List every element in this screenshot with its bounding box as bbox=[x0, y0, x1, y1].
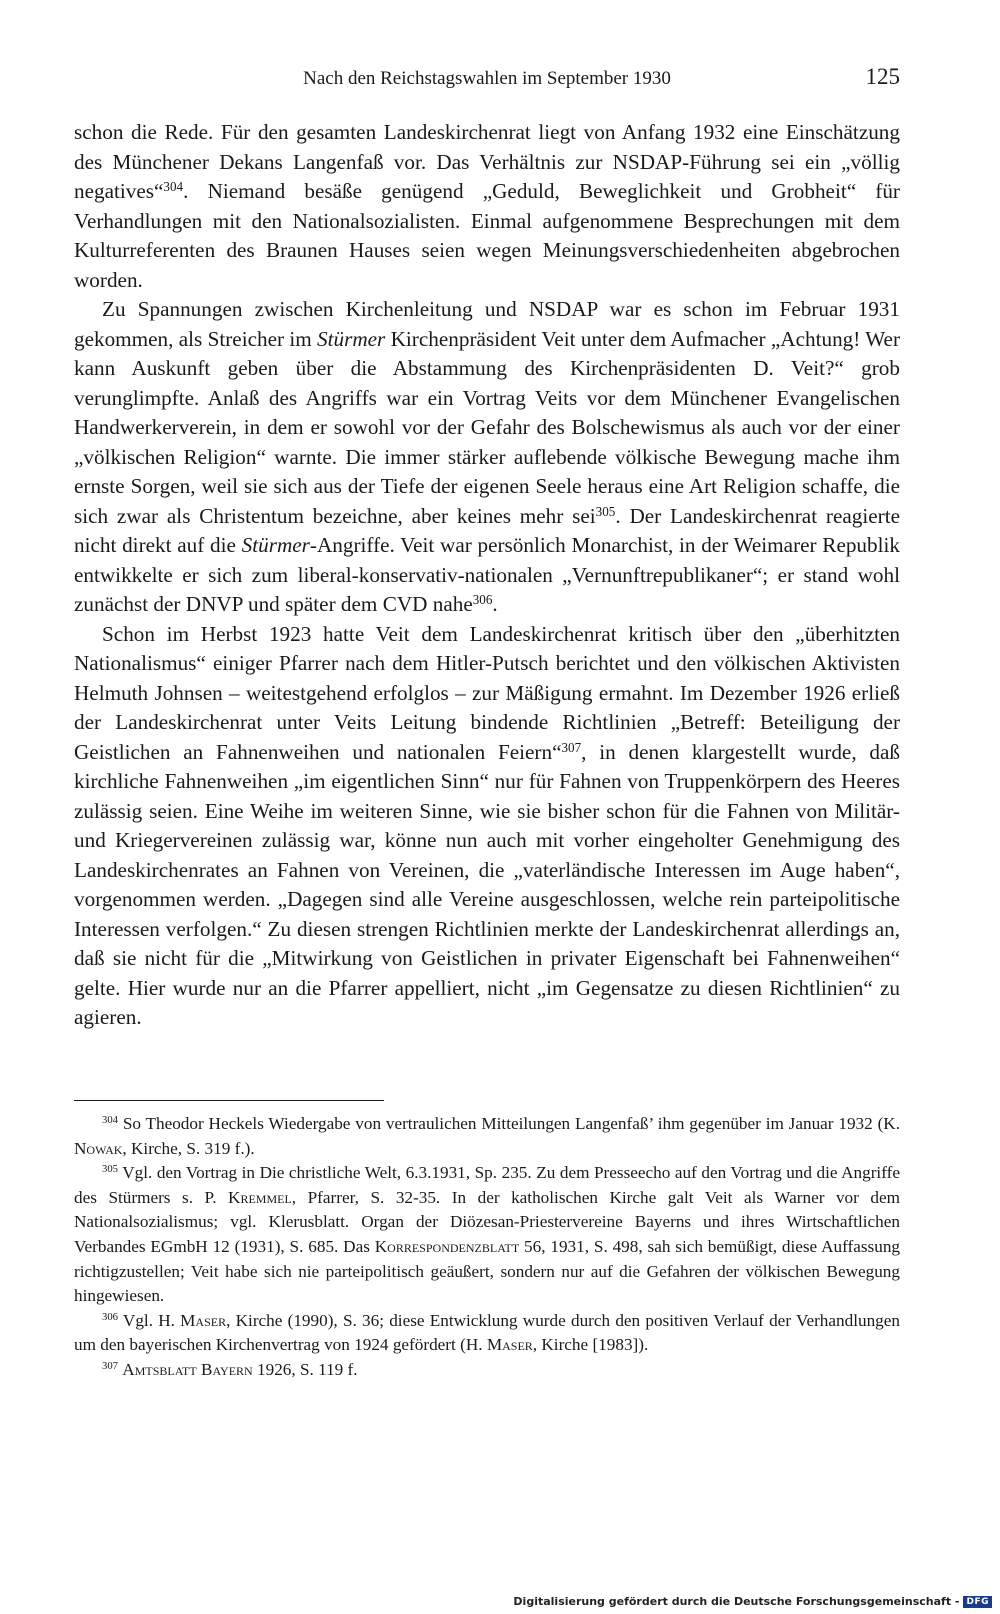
running-head: Nach den Reichstagswahlen im September 1930 bbox=[303, 68, 671, 89]
text-run: So Theodor Heckels Wiedergabe von vertraulichen Mitteilungen Langenfaß’ ihm gegenüber im Januar 1932 (K. bbox=[122, 1114, 900, 1133]
footnote bbox=[74, 1309, 900, 1358]
page-number: 125 bbox=[865, 64, 900, 89]
footnote-ref: 304 bbox=[163, 178, 184, 194]
small-caps-name: Nowak bbox=[74, 1138, 123, 1158]
paragraph bbox=[74, 118, 900, 295]
body-text bbox=[74, 118, 900, 1033]
footnote-ref: 307 bbox=[561, 739, 582, 755]
footnote-number: 306 bbox=[102, 1311, 118, 1323]
text-run: , Pfarrer, S. 32-35. In der katholischen Kirche galt Veit als Warner vor dem Nationalsozialismus; vgl. Klerusblatt. Organ der Diözesan-Priestervereine Bayerns und ihres Wirtschaftlichen Verbandes EGmbH 12 (1931), S. 685. Das bbox=[74, 1187, 900, 1256]
footnote-number: 307 bbox=[102, 1361, 118, 1373]
footnote bbox=[74, 1112, 900, 1161]
page-header bbox=[74, 62, 900, 98]
text-run: Schon im Herbst 1923 hatte Veit dem Landeskirchenrat kritisch über den „überhitzten Nationalismus“ einiger Pfarrer nach dem Hitler-Putsch berichtet und den völkischen Aktivisten Helmuth Johnsen – weitestgehend erfolglos – zur Mäßigung ermahnt. Im Dezember 1926 erließ der Landeskirchenrat unter Veits Leitung bindende Richtlinien „Betreff: Beteiligung der Geistlichen an Fahnenweihen und nationalen Feiern“ bbox=[74, 621, 900, 764]
text-run: Vgl. H. bbox=[122, 1310, 181, 1330]
italic-title: Stürmer bbox=[317, 326, 386, 351]
footnote-number: 304 bbox=[102, 1115, 118, 1127]
paragraph bbox=[74, 295, 900, 620]
footnote-number: 305 bbox=[102, 1164, 118, 1176]
dfg-logo: DFG bbox=[963, 1596, 992, 1608]
text-run: . bbox=[492, 592, 498, 616]
text-run: Vgl. den Vortrag in Die christliche Welt, 6.3.1931, Sp. 235. Zu dem Presseecho auf den Vortrag und die Angriffe des Stürmers s. P. bbox=[74, 1163, 900, 1207]
text-run: , Kirche (1990), S. 36; diese Entwicklung wurde durch den positiven Verlauf der Verhandlungen um den bayerischen Kirchenvertrag von 1924 gefördert (H. bbox=[74, 1310, 900, 1355]
footnote-divider bbox=[74, 1100, 384, 1101]
paragraph bbox=[74, 620, 900, 1033]
small-caps-name: Maser bbox=[180, 1310, 227, 1330]
text-run: , Kirche [1983]). bbox=[532, 1335, 649, 1355]
footnote bbox=[74, 1358, 900, 1383]
small-caps-name: Kremmel bbox=[228, 1187, 292, 1207]
text-run: . Der Landeskirchenrat reagierte nicht direkt auf die bbox=[74, 503, 900, 557]
footnote-ref: 305 bbox=[595, 503, 616, 519]
small-caps-name: Korrespondenzblatt bbox=[374, 1236, 520, 1256]
footnotes bbox=[74, 1112, 900, 1383]
italic-title: Stürmer bbox=[241, 533, 310, 557]
footnote bbox=[74, 1161, 900, 1309]
small-caps-name: Amtsblatt Bayern bbox=[122, 1359, 253, 1379]
text-run: schon die Rede. Für den gesamten Landeskirchenrat liegt von Anfang 1932 eine Einschätzung des Münchener Dekans Langenfaß vor. Das Verhältnis zur NSDAP-Führung sei ein „völlig negatives“ bbox=[74, 120, 900, 203]
digitization-credit bbox=[513, 1595, 992, 1608]
footnote-ref: 306 bbox=[472, 591, 493, 607]
text-run: , in denen klargestellt wurde, daß kirchliche Fahnenweihen „im eigentlichen Sinn“ nur für Fahnen von Truppenkörpern des Heeres zulässig seien. Eine Weihe im weiteren Sinne, wie sie bisher schon für die Fahnen von Militär- und Kriegervereinen zulässig war, könne nun auch mit vorher eingeholter Genehmigung des Landeskirchenrates an Fahnen von Vereinen, die „vaterländische Interessen im Auge haben“, vorgenommen werden. „Dagegen sind alle Vereine ausgeschlossen, welche rein parteipolitische Interessen verfolgen.“ Zu diesen strengen Richtlinien merkte der Landeskirchenrat allerdings an, daß sie nicht für die „Mitwirkung von Geistlichen in privater Eigenschaft bei Fahnenweihen“ gelte. Hier wurde nur an die Pfarrer appelliert, nicht „im Gegensatze zu diesen Richtlinien“ zu agieren. bbox=[74, 739, 900, 1029]
text-run: Zu Spannungen zwischen Kirchenleitung und NSDAP war es schon im Februar 1931 gekommen, als Streicher im bbox=[74, 297, 900, 351]
credit-text: Digitalisierung gefördert durch die Deutsche Forschungsgemeinschaft - bbox=[513, 1595, 960, 1608]
text-run: 56, 1931, S. 498, sah sich bemüßigt, diese Auffassung richtigzustellen; Veit habe sich nie parteipolitisch geäußert, sondern nur auf die Gefahren der völkischen Bewegung hingewiesen. bbox=[74, 1236, 901, 1306]
text-run: , Kirche, S. 319 f.). bbox=[122, 1138, 255, 1158]
small-caps-name: Maser bbox=[486, 1335, 533, 1355]
text-run: 1926, S. 119 f. bbox=[252, 1359, 358, 1379]
text-run: -Angriffe. Veit war persönlich Monarchist, in der Weimarer Republik entwikkelte er sich zum liberal-konservativ-nationalen „Vernunftrepublikaner“; er stand wohl zunächst der DNVP und später dem CVD nahe bbox=[74, 533, 900, 616]
text-run: Kirchenpräsident Veit unter dem Aufmacher „Achtung! Wer kann Auskunft geben über die Abstammung des Kirchenpräsidenten D. Veit?“ grob verunglimpfte. Anlaß des Angriffs war ein Vortrag Veits vor dem Münchener Evangelischen Handwerkerverein, in dem er sowohl vor der Gefahr des Bolschewismus als auch vor der einer „völkischen Religion“ warnte. Die immer stärker auflebende völkische Bewegung mache ihm ernste Sorgen, weil sie sich aus der Tiefe der eigenen Seele heraus eine Art Religion schaffe, die sich zwar als Christentum bezeichne, aber keines mehr sei bbox=[74, 326, 900, 528]
text-run: . Niemand besäße genügend „Geduld, Beweglichkeit und Grobheit“ für Verhandlungen mit den Nationalsozialisten. Einmal aufgenommene Besprechungen mit dem Kulturreferenten des Braunen Hauses seien wegen Meinungsverschiedenheiten abgebrochen worden. bbox=[74, 179, 900, 292]
